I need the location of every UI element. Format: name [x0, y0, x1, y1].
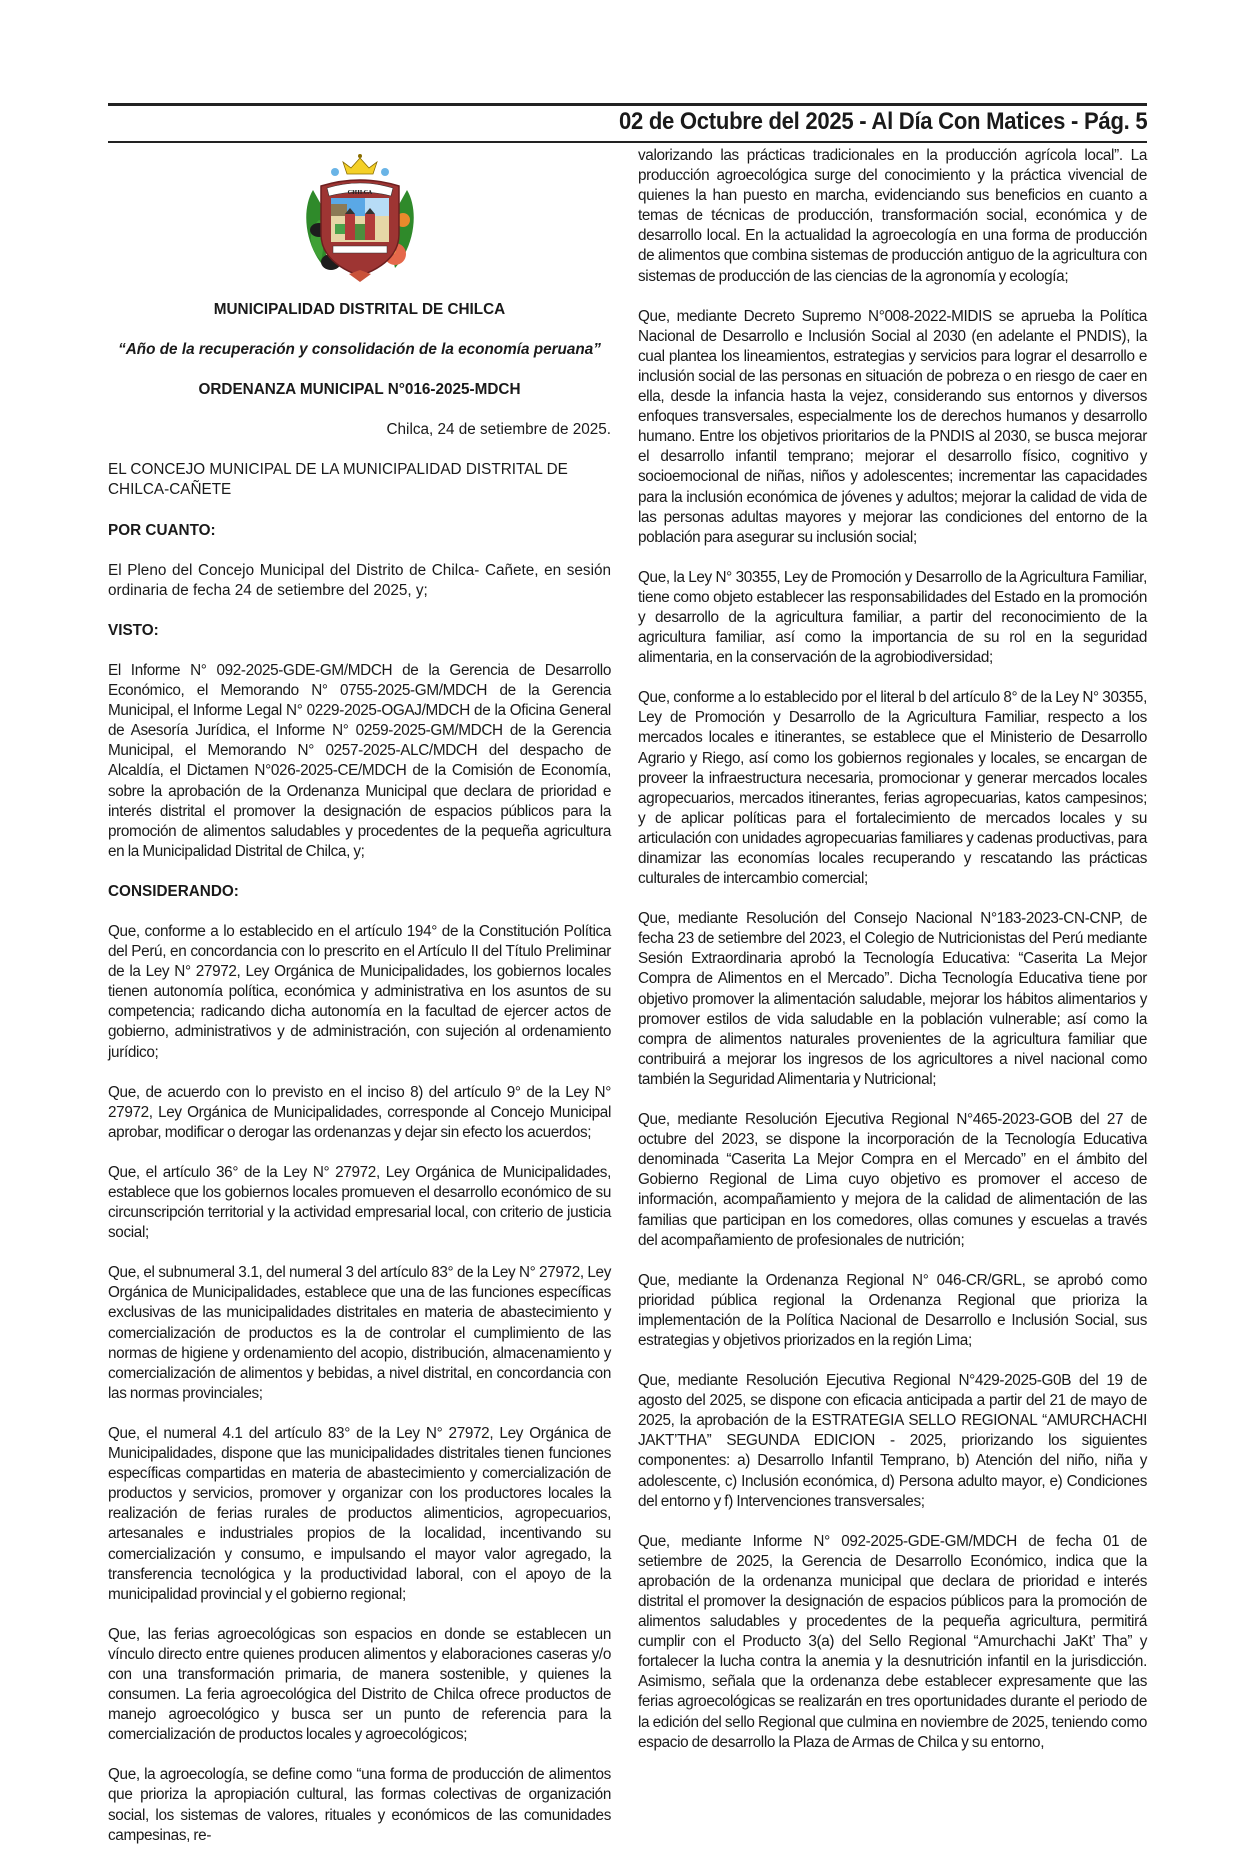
- chilca-coat-of-arms-icon: [299, 150, 421, 282]
- visto-text: El Informe N° 092-2025-GDE-GM/MDCH de la Gerencia de Desarrollo Económico, el Memorando N° 0755-2025-GM/MDCH de la Gerencia Municipal, el Informe Legal N° 0229-2025-OGAJ/MDCH de la Oficina General de Asesoría Jurídica, el Informe N° 0259-2025-GM/MDCH de la Gerencia Municipal, el Memorando N° 0257-2025-ALC/MDCH del despacho de Alcaldía, el Dictamen N°026-2025-CE/MDCH de la Comisión de Economía, sobre la aprobación de la Ordenanza Municipal que declara de prioridad e interés distrital el promover la designación de espacios públicos para la promoción de alimentos saludables y procedentes de la pequeña agricultura en la Municipalidad Distrital de Chilca, y;: [108, 661, 611, 860]
- svg-text:CHILCA: CHILCA: [347, 190, 372, 196]
- considerando-paragraph: Que, mediante la Ordenanza Regional N° 046-CR/GRL, se aprobó como prioridad pública regional la Ordenanza Regional que prioriza la implementación de la Política Nacional de Desarrollo e Inclusión Social, sus estrategias y objetivos priorizados en la región Lima;: [638, 1271, 1147, 1349]
- header-bottom-rule: [108, 141, 1147, 143]
- ordinance-number: ORDENANZA MUNICIPAL N°016-2025-MDCH: [198, 381, 521, 399]
- right-column: [638, 146, 1147, 1773]
- considerando-paragraph: Que, mediante Resolución Ejecutiva Regional N°429-2025-G0B del 19 de agosto del 2025, se dispone con eficacia anticipada a partir del 21 de mayo de 2025, la aprobación de la ESTRATEGIA SELLO REGIONAL “AMURCHACHI JAKT’THA” SEGUNDA EDICION - 2025, priorizando los siguientes componentes: a) Desarrollo Infantil Temprano, b) Atención del niño, niña y adolescente, c) Inclusión económica, d) Persona adulto mayor, e) Condiciones del entorno y f) Intervenciones transversales;: [638, 1372, 1147, 1510]
- considerando-paragraph: Que, la agroecología, se define como “una forma de producción de alimentos que prioriza la apropiación cultural, las formas colectivas de organización social, los sistemas de valores, rituales y económicos de las comunidades campesinas, re-: [108, 1766, 611, 1844]
- considerando-title: CONSIDERANDO:: [108, 882, 239, 900]
- considerando-paragraph: Que, el subnumeral 3.1, del numeral 3 del artículo 83° de la Ley N° 27972, Ley Orgánica de Municipalidades, establece que una de las funciones específicas exclusivas de las municipalidades distritales en materia de abastecimiento y comercialización de productos es la de controlar el cumplimiento de las normas de higiene y ordenamiento del acopio, distribución, almacenamiento y comercialización de alimentos y bebidas, a nivel distrital, en concordancia con las normas provinciales;: [108, 1264, 611, 1402]
- por-cuanto-title: POR CUANTO:: [108, 521, 216, 539]
- considerando-paragraph: valorizando las prácticas tradicionales en la producción agrícola local”. La producción agroecológica surge del conocimiento y la práctica vivencial de quienes la han puesto en marcha, evidenciando sus beneficios en cuanto a temas de técnicas de producción, transformación social, económica y de desarrollo local. En la actualidad la agroecología en una forma de producción de alimentos que combina sistemas de producción antiguo de la agricultura con sistemas de producción de las ciencias de la agronomía y ecología;: [638, 147, 1147, 285]
- considerando-paragraph: Que, la Ley N° 30355, Ley de Promoción y Desarrollo de la Agricultura Familiar, tiene como objeto establecer las responsabilidades del Estado en la promoción y desarrollo de la agricultura familiar, a partir del reconocimiento de la agricultura familiar, así como la importancia de su rol en la seguridad alimentaria, en la conservación de la agrobiodiversidad;: [638, 568, 1147, 667]
- considerando-paragraph: Que, el artículo 36° de la Ley N° 27972, Ley Orgánica de Municipalidades, establece que los gobiernos locales promueven el desarrollo económico de su circunscripción territorial y la actividad empresarial local, con criterio de justicia social;: [108, 1163, 611, 1242]
- considerando-paragraph: Que, mediante Decreto Supremo N°008-2022-MIDIS se aprueba la Política Nacional de Desarrollo e Inclusión Social al 2030 (en adelante el PNDIS), la cual plantea los lineamientos, estrategias y servicios para lograr el desarrollo e inclusión social de las personas en situación de pobreza o en riesgo de caer en ella, desde la infancia hasta la vejez, considerando sus entornos y diversos enfoques transversales, especialmente los de derechos humanos y desarrollo humano. Entre los objetivos prioritarios de la PNDIS al 2030, se busca mejorar el desarrollo infantil temprano; mejorar el desarrollo físico, cognitivo y socioemocional de niñas, niños y adolescentes; incrementar las capacidades para la inclusión económica de jóvenes y adultos; mejorar la calidad de vida de las personas adultas mayores y mejorar las condiciones del entorno de la población para asegurar su inclusión social;: [638, 307, 1147, 546]
- institution-name: MUNICIPALIDAD DISTRITAL DE CHILCA: [213, 301, 506, 318]
- considerando-paragraph: Que, conforme a lo establecido por el literal b del artículo 8° de la Ley N° 30355, Ley de Promoción y Desarrollo de la Agricultura Familiar, respecto a los mercados locales e itinerantes, se establece que el Ministerio de Desarrollo Agrario y Riego, así como los gobiernos regionales y locales, se encargan de proveer la infraestructura necesaria, promocionar y generar mercados locales agropecuarios, mercados itinerantes, ferias agropecuarias, katos campesinos; y de aplicar políticas para el fortalecimiento de mercados locales y su articulación con unidades agropecuarias familiares y cadenas productivas, para dinamizar las economías locales recuperando y rescatando las prácticas culturales de intercambio comercial;: [638, 689, 1147, 888]
- considerando-paragraph: Que, el numeral 4.1 del artículo 83° de la Ley N° 27972, Ley Orgánica de Municipalidades, dispone que las municipalidades distritales tienen funciones específicas compartidas en materia de abastecimiento y comercialización de productos y servicios, promover y organizar con los productores locales la realización de ferias rurales de productos alimenticios, agropecuarios, artesanales e industriales propios de la localidad, incentivando su comercialización y consumo, e impulsando el mayor valor agregado, la transferencia tecnológica y la productividad laboral, con el apoyo de la municipalidad provincial y el gobierno regional;: [108, 1424, 611, 1603]
- visto-title: VISTO:: [108, 621, 159, 639]
- header-top-rule: [108, 103, 1147, 106]
- left-column: [108, 150, 611, 1866]
- page-header-title: 02 de Octubre del 2025 - Al Día Con Matices - Pág. 5: [618, 108, 1147, 135]
- municipality-logo: [108, 150, 611, 300]
- issuer: EL CONCEJO MUNICIPAL DE LA MUNICIPALIDAD DISTRITAL DE CHILCA-CAÑETE: [108, 461, 568, 499]
- por-cuanto-text: El Pleno del Concejo Municipal del Distrito de Chilca- Cañete, en sesión ordinaria de fecha 24 de setiembre del 2025, y;: [108, 561, 611, 599]
- considerando-paragraph: Que, mediante Informe N° 092-2025-GDE-GM/MDCH de fecha 01 de setiembre de 2025, la Gerencia de Desarrollo Económico, indica que la aprobación de la ordenanza municipal que declara de prioridad e interés distrital el promover la designación de espacios públicos para la promoción de alimentos saludables y procedentes de la pequeña agricultura, permitirá cumplir con el Producto 3(a) del Sello Regional “Amurchachi JaKt’ Tha” y fortalecer la lucha contra la anemia y la desnutrición infantil en la jurisdicción. Asimismo, señala que la ordenanza debe establecer expresamente que las ferias agroecológicas se realizarán en tres oportunidades durante el periodo de la edición del sello Regional que culmina en noviembre de 2025, teniendo como espacio de desarrollo la Plaza de Armas de Chilca y su entorno,: [638, 1532, 1147, 1751]
- considerando-paragraph: Que, las ferias agroecológicas son espacios en donde se establecen un vínculo directo entre quienes producen alimentos y elaboraciones caseras y/o con una transformación primaria, de manera sostenible, y quienes la consumen. La feria agroecológica del Distrito de Chilca ofrece productos de manejo agroecológico y busca ser un punto de referencia para la comercialización de productos locales y agroecológicos;: [108, 1625, 611, 1744]
- place-date: Chilca, 24 de setiembre de 2025.: [386, 421, 611, 439]
- year-motto: “Año de la recuperación y consolidación de la economía peruana”: [118, 341, 601, 359]
- considerando-paragraph: Que, conforme a lo establecido en el artículo 194° de la Constitución Política del Perú, en concordancia con lo prescrito en el Artículo II del Título Preliminar de la Ley N° 27972, Ley Orgánica de Municipalidades, los gobiernos locales tienen autonomía política, económica y administrativa en los asuntos de su competencia; radicando dicha autonomía en la facultad de ejercer actos de gobierno, administrativos y de administración, con sujeción al ordenamiento jurídico;: [108, 922, 611, 1061]
- considerando-paragraph: Que, mediante Resolución del Consejo Nacional N°183-2023-CN-CNP, de fecha 23 de setiembre del 2023, el Colegio de Nutricionistas del Perú mediante Sesión Extraordinaria aprobó la Tecnología Educativa: “Caserita La Mejor Compra de Alimentos en el Mercado”. Dicha Tecnología Educativa tiene por objetivo promover la alimentación saludable, mejorar los hábitos alimentarios y promover estilos de vida saludable en la población vulnerable; así como la compra de alimentos naturales provenientes de la agricultura familiar que contribuirá a mejorar los ingresos de los agricultores a nivel nacional como también la Seguridad Alimentaria y Nutricional;: [638, 910, 1147, 1088]
- considerando-paragraph: Que, mediante Resolución Ejecutiva Regional N°465-2023-GOB del 27 de octubre del 2023, se dispone la incorporación de la Tecnología Educativa denominada “Caserita La Mejor Compra en el Mercado” en el ámbito del Gobierno Regional de Lima cuyo objetivo es promover el acceso de información, acompañamiento y mejora de la calidad de alimentación de las familias que participan en los comedores, ollas comunes y escuelas a través del acompañamiento de profesionales de nutrición;: [638, 1111, 1147, 1249]
- considerando-paragraph: Que, de acuerdo con lo previsto en el inciso 8) del artículo 9° de la Ley N° 27972, Ley Orgánica de Municipalidades, corresponde al Concejo Municipal aprobar, modificar o derogar las ordenanzas y dejar sin efecto los acuerdos;: [108, 1083, 611, 1141]
